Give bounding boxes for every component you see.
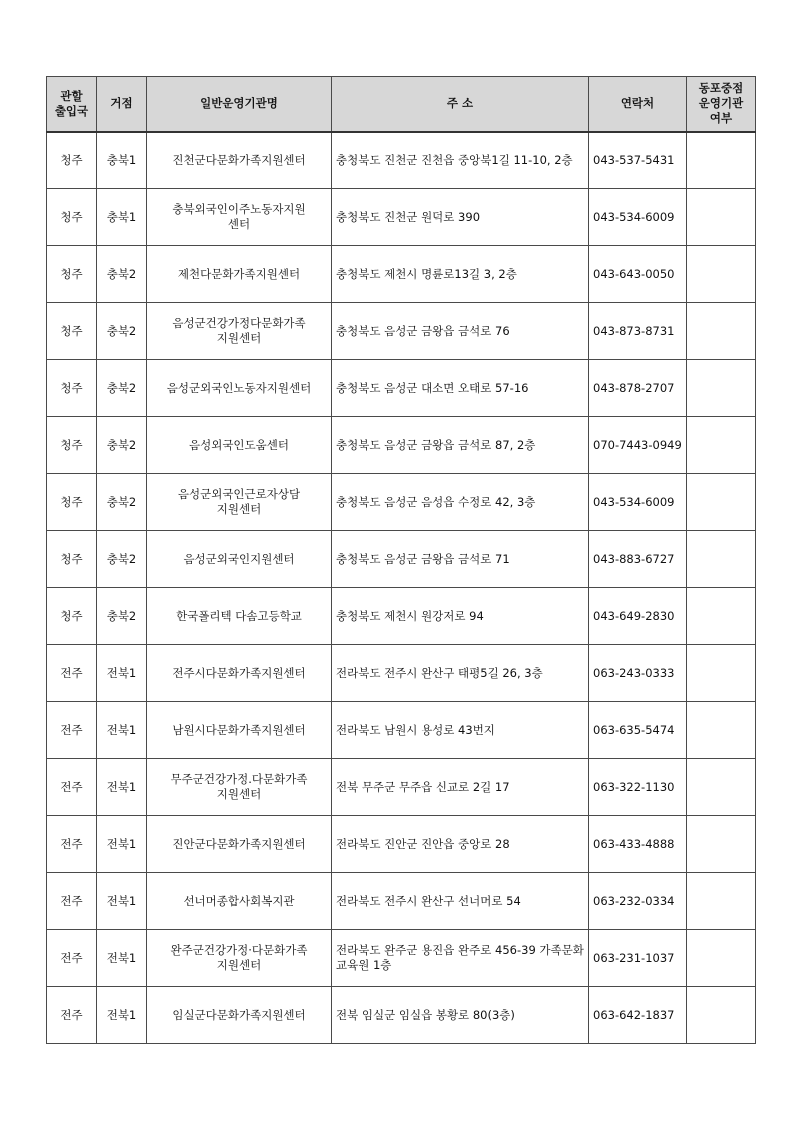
header-name: 일반운영기관명 [147, 77, 332, 132]
cell-contact: 043-643-0050 [589, 246, 687, 303]
cell-office: 청주 [47, 531, 97, 588]
cell-base: 충북2 [97, 417, 147, 474]
cell-address: 충청북도 음성군 금왕읍 금석로 76 [332, 303, 589, 360]
institution-table [46, 76, 756, 1044]
cell-contact: 063-322-1130 [589, 759, 687, 816]
cell-institution-name: 한국폴리텍 다솜고등학교 [147, 588, 332, 645]
cell-office: 청주 [47, 246, 97, 303]
cell-office: 청주 [47, 132, 97, 189]
cell-address: 전라북도 남원시 용성로 43번지 [332, 702, 589, 759]
cell-office: 전주 [47, 645, 97, 702]
table-row [47, 531, 756, 588]
cell-office: 청주 [47, 303, 97, 360]
cell-institution-name: 충북외국인이주노동자지원 센터 [147, 189, 332, 246]
cell-institution-name: 음성군건강가정다문화가족 지원센터 [147, 303, 332, 360]
cell-flag [687, 759, 756, 816]
cell-contact: 043-873-8731 [589, 303, 687, 360]
cell-institution-name: 임실군다문화가족지원센터 [147, 987, 332, 1044]
cell-institution-name: 진천군다문화가족지원센터 [147, 132, 332, 189]
cell-base: 전북1 [97, 759, 147, 816]
cell-address: 충청북도 제천시 원강저로 94 [332, 588, 589, 645]
cell-base: 전북1 [97, 702, 147, 759]
header-base: 거점 [97, 77, 147, 132]
cell-flag [687, 930, 756, 987]
cell-institution-name: 전주시다문화가족지원센터 [147, 645, 332, 702]
table-row [47, 816, 756, 873]
cell-contact: 063-231-1037 [589, 930, 687, 987]
cell-base: 충북2 [97, 360, 147, 417]
cell-institution-name: 음성군외국인노동자지원센터 [147, 360, 332, 417]
cell-base: 전북1 [97, 987, 147, 1044]
table-body [47, 132, 756, 1044]
cell-base: 충북2 [97, 531, 147, 588]
cell-institution-name: 남원시다문화가족지원센터 [147, 702, 332, 759]
cell-base: 충북1 [97, 189, 147, 246]
header-flag: 동포중점 운영기관 여부 [687, 77, 756, 132]
cell-contact: 070-7443-0949 [589, 417, 687, 474]
cell-address: 충청북도 진천군 원덕로 390 [332, 189, 589, 246]
cell-office: 청주 [47, 588, 97, 645]
cell-office: 전주 [47, 816, 97, 873]
cell-address: 전라북도 완주군 용진읍 완주로 456-39 가족문화교육원 1층 [332, 930, 589, 987]
cell-contact: 063-635-5474 [589, 702, 687, 759]
cell-flag [687, 645, 756, 702]
table-row [47, 132, 756, 189]
cell-flag [687, 360, 756, 417]
table-row [47, 930, 756, 987]
cell-base: 충북2 [97, 246, 147, 303]
cell-address: 충청북도 음성군 금왕읍 금석로 71 [332, 531, 589, 588]
cell-institution-name: 음성외국인도움센터 [147, 417, 332, 474]
cell-flag [687, 987, 756, 1044]
table-row [47, 759, 756, 816]
cell-flag [687, 132, 756, 189]
table-row [47, 645, 756, 702]
cell-institution-name: 완주군건강가정·다문화가족 지원센터 [147, 930, 332, 987]
table-row [47, 189, 756, 246]
cell-flag [687, 873, 756, 930]
cell-contact: 043-878-2707 [589, 360, 687, 417]
cell-base: 전북1 [97, 930, 147, 987]
table-row [47, 303, 756, 360]
cell-address: 충청북도 진천군 진천읍 중앙북1길 11-10, 2층 [332, 132, 589, 189]
cell-office: 전주 [47, 987, 97, 1044]
cell-institution-name: 무주군건강가정.다문화가족 지원센터 [147, 759, 332, 816]
cell-office: 청주 [47, 417, 97, 474]
header-address: 주 소 [332, 77, 589, 132]
cell-flag [687, 189, 756, 246]
cell-address: 충청북도 음성군 금왕읍 금석로 87, 2층 [332, 417, 589, 474]
cell-flag [687, 702, 756, 759]
cell-flag [687, 816, 756, 873]
cell-office: 전주 [47, 702, 97, 759]
cell-base: 충북2 [97, 474, 147, 531]
cell-address: 전라북도 전주시 완산구 선너머로 54 [332, 873, 589, 930]
cell-flag [687, 303, 756, 360]
cell-base: 전북1 [97, 645, 147, 702]
table-row [47, 987, 756, 1044]
cell-office: 전주 [47, 930, 97, 987]
cell-contact: 063-243-0333 [589, 645, 687, 702]
cell-institution-name: 제천다문화가족지원센터 [147, 246, 332, 303]
cell-flag [687, 531, 756, 588]
cell-base: 충북2 [97, 303, 147, 360]
cell-base: 충북1 [97, 132, 147, 189]
cell-contact: 043-883-6727 [589, 531, 687, 588]
table-row [47, 702, 756, 759]
cell-base: 충북2 [97, 588, 147, 645]
cell-address: 충청북도 제천시 명륜로13길 3, 2층 [332, 246, 589, 303]
cell-office: 전주 [47, 873, 97, 930]
cell-office: 청주 [47, 360, 97, 417]
cell-flag [687, 246, 756, 303]
cell-base: 전북1 [97, 816, 147, 873]
cell-flag [687, 417, 756, 474]
table-row [47, 246, 756, 303]
cell-address: 충청북도 음성군 음성읍 수정로 42, 3층 [332, 474, 589, 531]
cell-institution-name: 선너머종합사회복지관 [147, 873, 332, 930]
table-row [47, 873, 756, 930]
table-header-row [47, 77, 756, 132]
cell-contact: 043-534-6009 [589, 189, 687, 246]
table-row [47, 588, 756, 645]
cell-base: 전북1 [97, 873, 147, 930]
cell-address: 충청북도 음성군 대소면 오태로 57-16 [332, 360, 589, 417]
cell-contact: 043-534-6009 [589, 474, 687, 531]
cell-office: 청주 [47, 189, 97, 246]
table-row [47, 360, 756, 417]
cell-office: 전주 [47, 759, 97, 816]
cell-contact: 063-433-4888 [589, 816, 687, 873]
cell-contact: 043-649-2830 [589, 588, 687, 645]
cell-contact: 043-537-5431 [589, 132, 687, 189]
cell-contact: 063-642-1837 [589, 987, 687, 1044]
header-contact: 연락처 [589, 77, 687, 132]
header-office: 관할 출입국 [47, 77, 97, 132]
table-row [47, 474, 756, 531]
cell-institution-name: 진안군다문화가족지원센터 [147, 816, 332, 873]
cell-flag [687, 474, 756, 531]
cell-institution-name: 음성군외국인근로자상담 지원센터 [147, 474, 332, 531]
cell-address: 전라북도 전주시 완산구 태평5길 26, 3층 [332, 645, 589, 702]
cell-address: 전북 임실군 임실읍 봉황로 80(3층) [332, 987, 589, 1044]
cell-address: 전라북도 진안군 진안읍 중앙로 28 [332, 816, 589, 873]
cell-flag [687, 588, 756, 645]
cell-institution-name: 음성군외국인지원센터 [147, 531, 332, 588]
table-row [47, 417, 756, 474]
cell-contact: 063-232-0334 [589, 873, 687, 930]
cell-address: 전북 무주군 무주읍 신교로 2길 17 [332, 759, 589, 816]
cell-office: 청주 [47, 474, 97, 531]
